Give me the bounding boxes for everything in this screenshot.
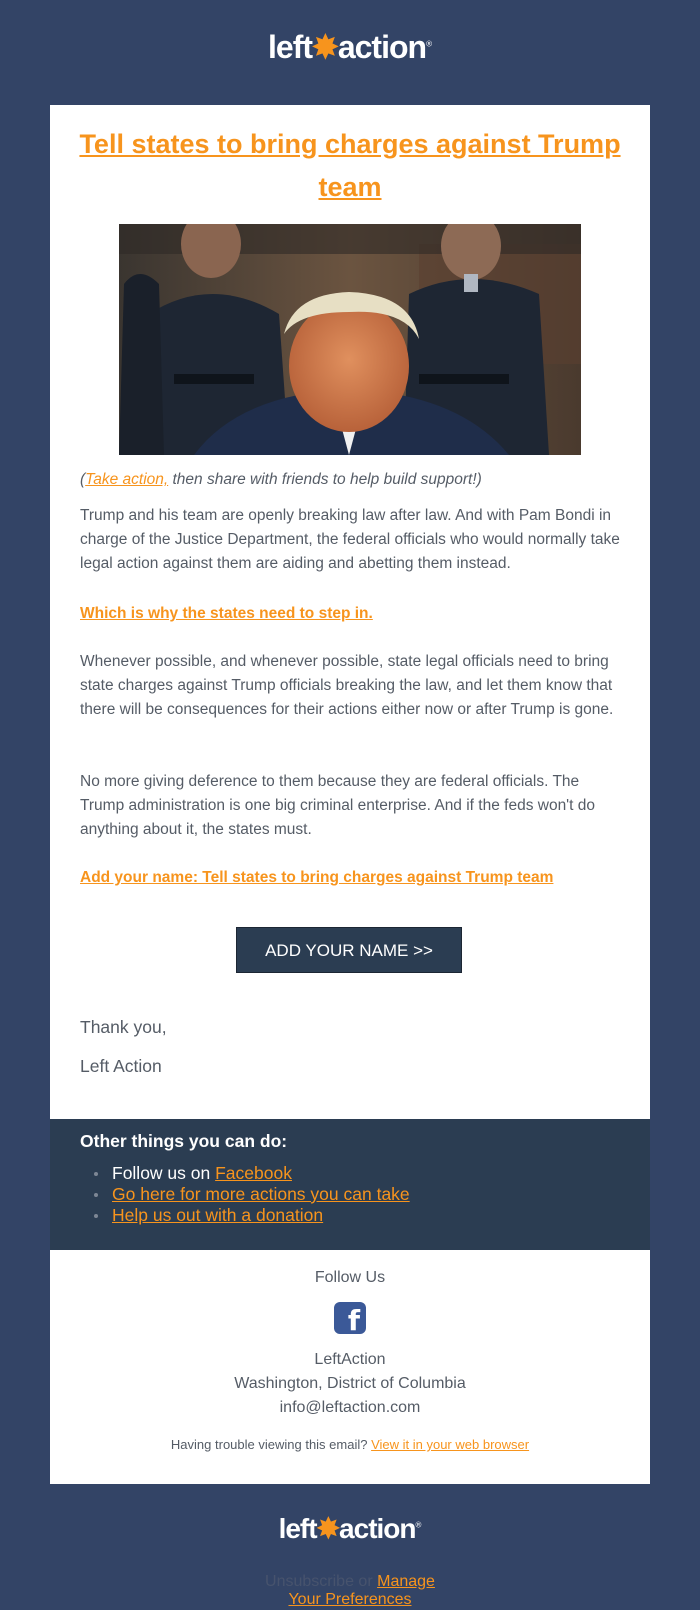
- add-your-name-link[interactable]: Add your name: Tell states to bring charges against Trump team: [80, 869, 554, 886]
- courtroom-photo: [119, 224, 581, 455]
- add-your-name-button[interactable]: ADD YOUR NAME >>: [236, 927, 462, 973]
- unsubscribe-link[interactable]: Unsubscribe: [265, 1573, 354, 1590]
- share-note: [80, 468, 620, 492]
- org-address: Washington, District of Columbia: [234, 1375, 466, 1392]
- other-actions-title: Other things you can do:: [80, 1131, 288, 1151]
- view-in-browser-link[interactable]: View it in your web browser: [371, 1437, 530, 1452]
- trouble-viewing: [50, 1437, 650, 1452]
- step-in-link[interactable]: Which is why the states need to step in.: [80, 605, 373, 622]
- trouble-text: Having trouble viewing this email?: [170, 1437, 372, 1452]
- facebook-icon[interactable]: f: [334, 1302, 366, 1334]
- body-paragraph-3: No more giving deference to them because they are federal officials. The Trump administration is one big criminal enterprise. And if the feds won't do anything about it, the states must.: [80, 773, 595, 838]
- hero-image[interactable]: [119, 224, 581, 455]
- follow-prefix: Follow us on: [112, 1163, 216, 1183]
- list-item: [80, 1205, 410, 1226]
- facebook-link[interactable]: Facebook: [215, 1163, 292, 1183]
- logo-text: action: [339, 1513, 416, 1544]
- leftaction-logo-footer[interactable]: [0, 1512, 700, 1545]
- follow-us-label: Follow Us: [314, 1269, 386, 1286]
- email-footer: [50, 1250, 650, 1484]
- or-text: or: [353, 1573, 378, 1590]
- registered-mark: ®: [415, 1520, 422, 1530]
- body-paragraph-1: Trump and his team are openly breaking law after law. And with Pam Bondi in charge of the Justice Department, the federal officials who would normally take legal action against them are aiding and abetting them instead.: [80, 507, 620, 572]
- other-actions-list: [80, 1163, 410, 1226]
- list-item: [80, 1163, 410, 1184]
- logo-burst-icon: ✸: [316, 1513, 340, 1544]
- more-actions-link[interactable]: Go here for more actions you can take: [112, 1184, 410, 1204]
- logo-burst-icon: ✸: [312, 29, 338, 65]
- take-action-link[interactable]: Take action,: [85, 471, 169, 488]
- other-actions-panel: [50, 1119, 650, 1250]
- leftaction-logo[interactable]: [0, 28, 700, 66]
- body-paragraph-2: Whenever possible, and whenever possible, state legal officials need to bring state charges against Trump officials breaking the law, and let them know that there will be consequences for their actions either now or after Trump is gone.: [80, 653, 614, 718]
- signature: Left Action: [80, 1056, 162, 1076]
- org-name: LeftAction: [314, 1351, 386, 1368]
- email-card: [50, 105, 650, 1119]
- manage-preferences-link-line2[interactable]: Your Preferences: [288, 1591, 412, 1608]
- org-email: info@leftaction.com: [279, 1399, 421, 1416]
- logo-text: action: [337, 29, 427, 65]
- paren-open: (: [80, 471, 86, 488]
- headline-link[interactable]: Tell states to bring charges against Trump team: [79, 129, 621, 202]
- logo-text: left: [278, 1513, 317, 1544]
- logo-text: left: [268, 29, 313, 65]
- unsubscribe-area: [0, 1573, 700, 1609]
- thanks-text: Thank you,: [80, 1017, 167, 1037]
- registered-mark: ®: [426, 39, 432, 49]
- donation-link[interactable]: Help us out with a donation: [112, 1205, 324, 1225]
- manage-preferences-link[interactable]: Manage: [377, 1573, 435, 1590]
- list-item: [80, 1184, 410, 1205]
- share-rest-text: then share with friends to help build support!): [168, 471, 482, 488]
